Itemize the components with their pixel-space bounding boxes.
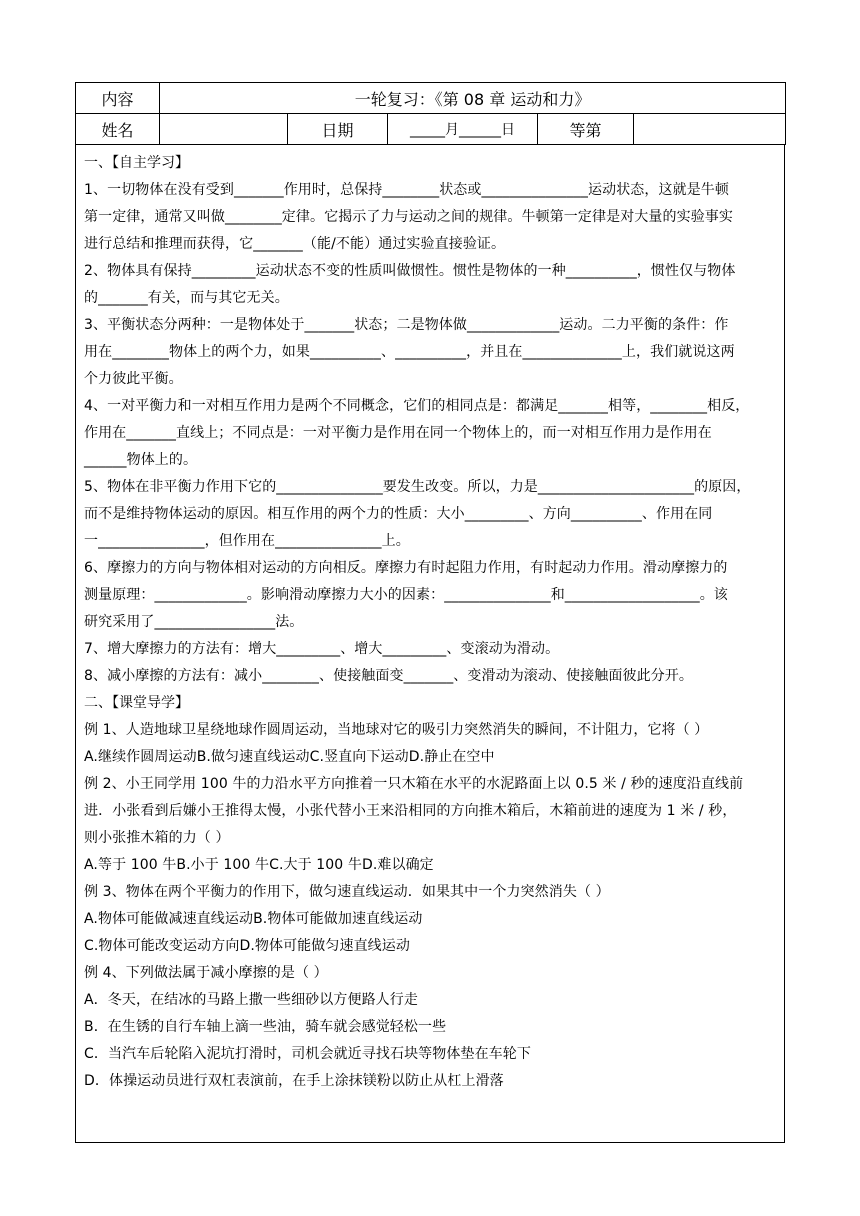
section-heading-class-guide: 二、【课堂导学】 [84, 695, 189, 711]
text-line: 作用在_______直线上；不同点是：一对平衡力是作用在同一个物体上的，而一对相互作用力是作用在 [84, 425, 712, 441]
section-heading-self-study: 一、【自主学习】 [84, 155, 189, 171]
text-line: 研究采用了_________________法。 [84, 614, 304, 630]
content-label: 内容 [76, 83, 160, 114]
example-3-options-row-2 [84, 933, 784, 960]
example-3-options-row-1 [84, 906, 784, 933]
worksheet-body [75, 145, 785, 1143]
option-d[interactable]: D.物体可能做匀速直线运动 [239, 938, 410, 954]
header-table [75, 82, 786, 145]
text-line: 第一定律，通常又叫做________定律。它揭示了力与运动之间的规律。牛顿第一定律是对大量的实验事实 [84, 209, 733, 225]
text-line: 进．小张看到后嫌小王推得太慢，小张代替小王来沿相同的方向推木箱后，木箱前进的速度为 1 米 / 秒， [84, 803, 737, 819]
text-line: 个力彼此平衡。 [84, 371, 183, 387]
text-line: 则小张推木箱的力（ ） [84, 830, 230, 846]
date-field[interactable]: _____月______日 [388, 114, 538, 145]
text-line: 用在________物体上的两个力，如果__________、__________，并且在______________上，我们就说这两 [84, 344, 735, 360]
text-line: 3、平衡状态分两种：一是物体处于_______状态；二是物体做_____________运动。二力平衡的条件：作 [84, 317, 729, 333]
option-a[interactable]: A.等于 100 牛 [84, 857, 177, 873]
text-line: 4、一对平衡力和一对相互作用力是两个不同概念，它们的相同点是：都满足_______相等，________相反， [84, 398, 750, 414]
option-c[interactable]: C.竖直向下运动 [309, 749, 409, 765]
text-line: 的_______有关，而与其它无关。 [84, 290, 289, 306]
name-field[interactable] [160, 114, 288, 145]
option-b[interactable]: B.物体可能做加速直线运动 [253, 911, 423, 927]
text-line: ______物体上的。 [84, 452, 198, 468]
option-d[interactable]: D.难以确定 [361, 857, 434, 873]
worksheet [75, 82, 785, 1143]
option-d[interactable]: D.静止在空中 [408, 749, 495, 765]
option-c[interactable]: C.物体可能改变运动方向 [84, 938, 240, 954]
option-b[interactable]: B.做匀速直线运动 [196, 749, 310, 765]
option-a[interactable]: A.物体可能做减速直线运动 [84, 911, 254, 927]
option-b[interactable]: B．在生锈的自行车轴上滴一些油，骑车就会感觉轻松一些 [84, 1019, 447, 1035]
text-line: 一_______________，但作用在_______________上。 [84, 533, 410, 549]
text-line: 1、一切物体在没有受到_______作用时，总保持________状态或_______________运动状态，这就是牛顿 [84, 182, 730, 198]
option-d[interactable]: D．体操运动员进行双杠表演前，在手上涂抹镁粉以防止从杠上滑落 [84, 1073, 504, 1089]
name-label: 姓名 [76, 114, 160, 145]
date-label: 日期 [288, 114, 388, 145]
text-line: 而不是维持物体运动的原因。相互作用的两个力的性质：大小_________、方向__________、作用在同 [84, 506, 713, 522]
question-example-2: 例 2、小王同学用 100 牛的力沿水平方向推着一只木箱在水平的水泥路面上以 0.5 米 / 秒的速度沿直线前 [84, 776, 744, 792]
text-line: 7、增大摩擦力的方法有：增大_________、增大_________、变滚动为滑动。 [84, 641, 560, 657]
example-2-options [84, 852, 784, 879]
content-title: 一轮复习：《第 08 章 运动和力》 [160, 83, 786, 114]
option-a[interactable]: A．冬天，在结冰的马路上撒一些细砂以方便路人行走 [84, 992, 418, 1008]
example-1-options [84, 744, 784, 771]
question-example-4: 例 4、下列做法属于减小摩擦的是（ ） [84, 965, 328, 981]
grade-field[interactable] [634, 114, 786, 145]
option-a[interactable]: A.继续作圆周运动 [84, 749, 197, 765]
option-c[interactable]: C.大于 100 牛 [269, 857, 362, 873]
text-line: 5、物体在非平衡力作用下它的_______________要发生改变。所以，力是______________________的原因， [84, 479, 751, 495]
question-example-1: 例 1、人造地球卫星绕地球作圆周运动，当地球对它的吸引力突然消失的瞬间，不计阻力，它将（ ） [84, 722, 709, 738]
text-line: 进行总结和推理而获得，它_______（能/不能）通过实验直接验证。 [84, 236, 506, 252]
question-example-3: 例 3、物体在两个平衡力的作用下，做匀速直线运动．如果其中一个力突然消失（ ） [84, 884, 610, 900]
option-c[interactable]: C．当汽车后轮陷入泥坑打滑时，司机会就近寻找石块等物体垫在车轮下 [84, 1046, 531, 1062]
text-line: 8、减小摩擦的方法有：减小________、使接触面变_______、变滑动为滚动、使接触面彼此分开。 [84, 668, 694, 684]
text-line: 2、物体具有保持_________运动状态不变的性质叫做惯性。惯性是物体的一种__________，惯性仅与物体 [84, 263, 736, 279]
text-line: 6、摩擦力的方向与物体相对运动的方向相反。摩擦力有时起阻力作用，有时起动力作用。滑动摩擦力的 [84, 560, 728, 576]
text-line: 测量原理：_____________。影响滑动摩擦力大小的因素：_______________和___________________。该 [84, 587, 728, 603]
option-b[interactable]: B.小于 100 牛 [176, 857, 270, 873]
grade-label: 等第 [538, 114, 634, 145]
